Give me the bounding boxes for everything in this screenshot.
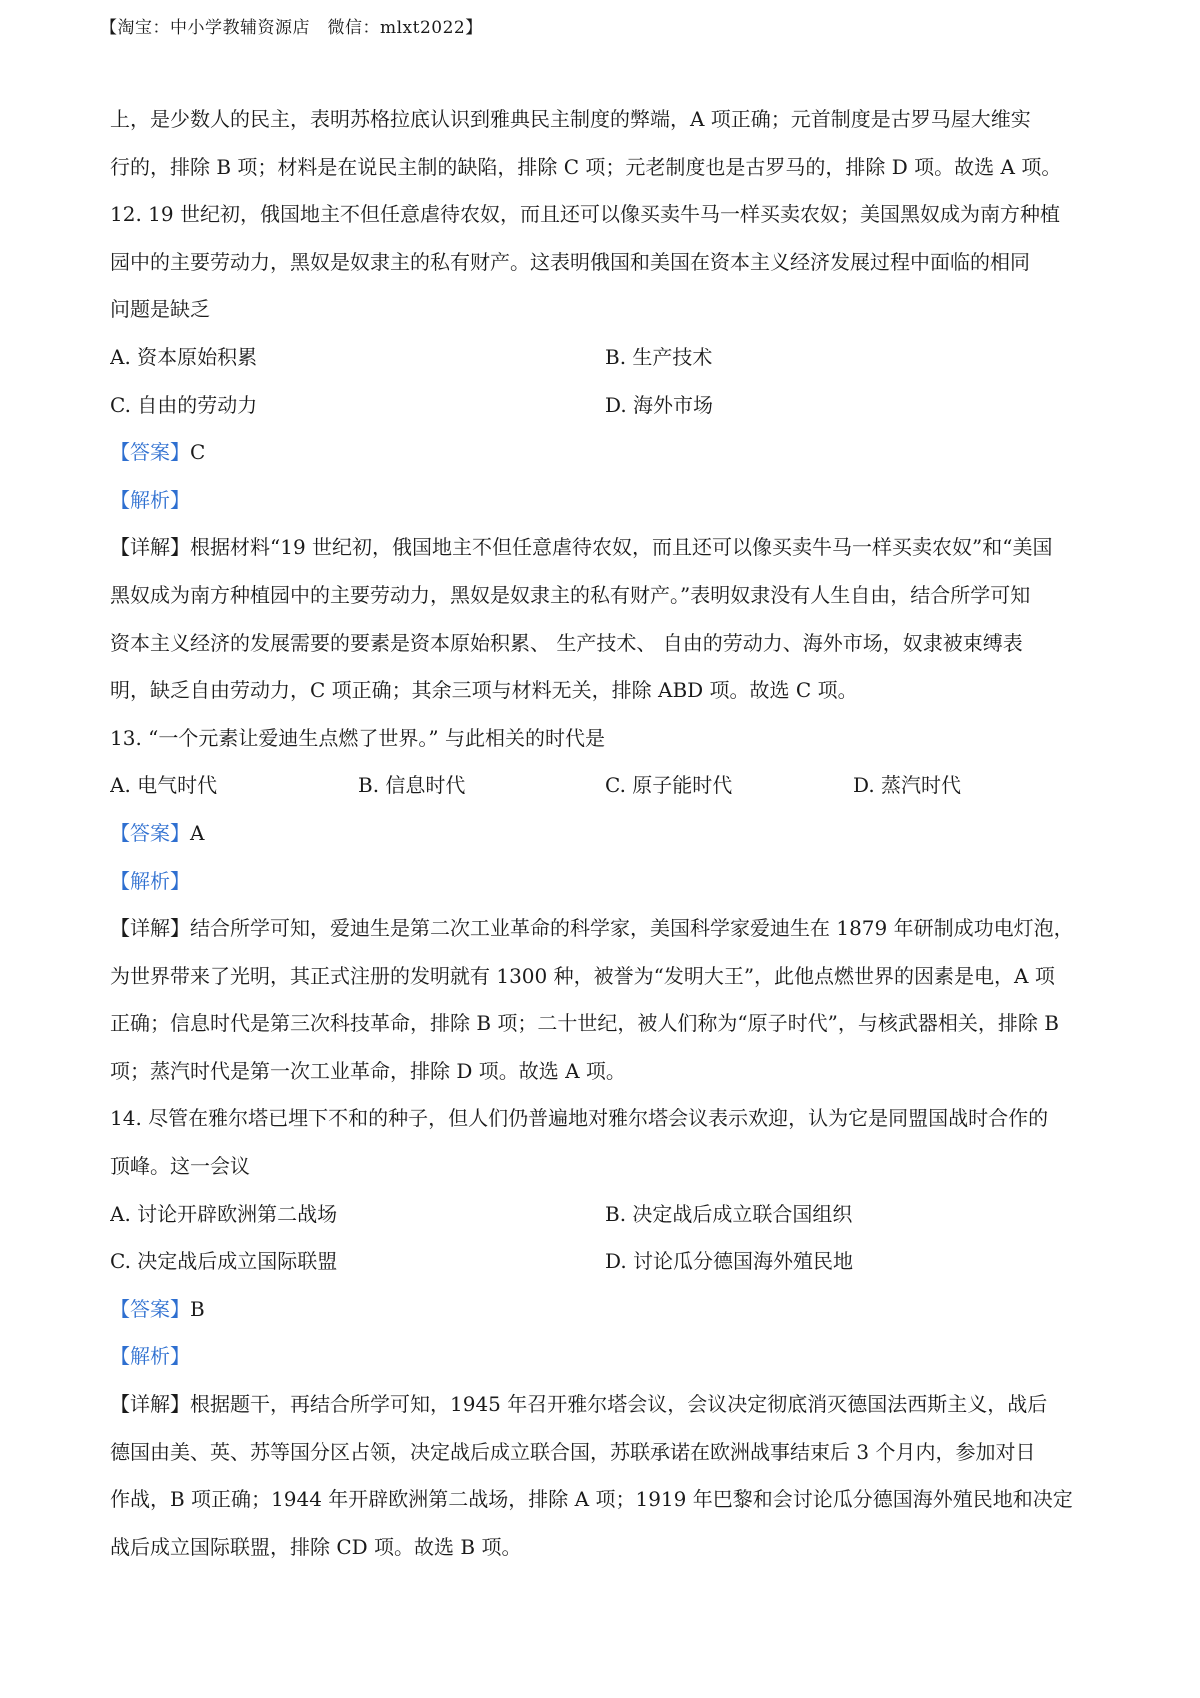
- question-13: [110, 715, 1100, 1096]
- q13-option-a: A. 电气时代: [110, 773, 218, 798]
- detail-label: 【详解】: [110, 1392, 190, 1417]
- q12-detail-line-1: [110, 524, 1100, 572]
- q14-analysis: [110, 1333, 1100, 1381]
- q12-option-c: C. 自由的劳动力: [110, 392, 258, 417]
- q14-detail-line-3: 作战，B 项正确；1944 年开辟欧洲第二战场，排除 A 项；1919 年巴黎和会讨论瓜分德国海外殖民地和决定: [110, 1487, 1073, 1512]
- q12-detail-line-4: 明，缺乏自由劳动力，C 项正确；其余三项与材料无关，排除 ABD 项。故选 C 项。: [110, 678, 858, 703]
- q14-stem-line-2: 顶峰。这一会议: [110, 1154, 250, 1179]
- q12-options-row-2: [110, 382, 1100, 430]
- analysis-label: 【解析】: [110, 487, 190, 512]
- q13-option-c: C. 原子能时代: [605, 773, 733, 798]
- q13-analysis: [110, 858, 1100, 906]
- q14-answer: [110, 1286, 1100, 1334]
- question-12: [110, 191, 1100, 715]
- q13-option-d: D. 蒸汽时代: [853, 773, 962, 798]
- q14-stem-line-1: 14. 尽管在雅尔塔已埋下不和的种子，但人们仍普遍地对雅尔塔会议表示欢迎，认为它是同盟国战时合作的: [110, 1106, 1049, 1131]
- source-watermark: 【淘宝：中小学教辅资源店 微信：mlxt2022】: [100, 18, 483, 38]
- q12-detail-line-2: 黑奴成为南方种植园中的主要劳动力，黑奴是奴隶主的私有财产。”表明奴隶没有人生自由，结合所学可知: [110, 582, 1031, 607]
- q12-answer: [110, 429, 1100, 477]
- q13-answer: [110, 810, 1100, 858]
- answer-label: 【答案】: [110, 820, 190, 845]
- question-14: [110, 1095, 1100, 1571]
- q13-detail-line-4: 项；蒸汽时代是第一次工业革命，排除 D 项。故选 A 项。: [110, 1058, 626, 1083]
- q14-option-a: A. 讨论开辟欧洲第二战场: [110, 1201, 338, 1226]
- q12-option-b: B. 生产技术: [605, 344, 713, 369]
- q12-option-a: A. 资本原始积累: [110, 344, 258, 369]
- q11-explanation-line-2: 行的，排除 B 项；材料是在说民主制的缺陷，排除 C 项；元老制度也是古罗马的，排除 D 项。故选 A 项。: [110, 154, 1062, 179]
- q14-detail-line-2: 德国由美、英、苏等国分区占领，决定战后成立联合国，苏联承诺在欧洲战事结束后 3 个月内，参加对日: [110, 1439, 1036, 1464]
- q12-options-row-1: [110, 334, 1100, 382]
- q13-detail-line-3: 正确；信息时代是第三次科技革命，排除 B 项；二十世纪，被人们称为“原子时代”，与核武器相关，排除 B: [110, 1011, 1059, 1036]
- q14-options-row-2: [110, 1238, 1100, 1286]
- q14-detail-line-1: [110, 1381, 1100, 1429]
- q14-options-row-1: [110, 1191, 1100, 1239]
- q13-answer-value: A: [190, 820, 205, 845]
- q14-option-c: C. 决定战后成立国际联盟: [110, 1249, 338, 1274]
- q11-explanation-line-1: 上，是少数人的民主，表明苏格拉底认识到雅典民主制度的弊端，A 项正确；元首制度是古罗马屋大维实: [110, 107, 1031, 131]
- q12-analysis: [110, 477, 1100, 525]
- q13-detail-text-1: 结合所学可知，爱迪生是第二次工业革命的科学家，美国科学家爱迪生在 1879 年研制成功电灯泡，: [190, 916, 1074, 941]
- analysis-label: 【解析】: [110, 1344, 190, 1369]
- q14-detail-text-1: 根据题干，再结合所学可知，1945 年召开雅尔塔会议，会议决定彻底消灭德国法西斯主义，战后: [190, 1392, 1048, 1417]
- analysis-label: 【解析】: [110, 868, 190, 893]
- q12-option-d: D. 海外市场: [605, 392, 714, 417]
- q12-stem-line-1: 12. 19 世纪初，俄国地主不但任意虐待农奴，而且还可以像买卖牛马一样买卖农奴；美国黑奴成为南方种植: [110, 202, 1060, 227]
- document-body: [110, 96, 1100, 1571]
- q12-stem-line-2: 园中的主要劳动力，黑奴是奴隶主的私有财产。这表明俄国和美国在资本主义经济发展过程中面临的相同: [110, 249, 1030, 274]
- q14-option-d: D. 讨论瓜分德国海外殖民地: [605, 1249, 854, 1274]
- q13-detail-line-2: 为世界带来了光明，其正式注册的发明就有 1300 种，被誉为“发明大王”，此他点燃世界的因素是电，A 项: [110, 963, 1055, 988]
- q14-option-b: B. 决定战后成立联合国组织: [605, 1201, 853, 1226]
- answer-label: 【答案】: [110, 440, 190, 465]
- detail-label: 【详解】: [110, 535, 190, 560]
- q12-detail-text-1: 根据材料“19 世纪初，俄国地主不但任意虐待农奴，而且还可以像买卖牛马一样买卖农奴”和“美国: [190, 535, 1053, 560]
- detail-label: 【详解】: [110, 916, 190, 941]
- q14-answer-value: B: [190, 1296, 205, 1321]
- q13-option-b: B. 信息时代: [358, 773, 466, 798]
- q13-stem: 13. “一个元素让爱迪生点燃了世界。” 与此相关的时代是: [110, 725, 605, 750]
- q13-detail-line-1: [110, 905, 1100, 953]
- q12-stem-line-3: 问题是缺乏: [110, 297, 210, 322]
- q14-detail-line-4: 战后成立国际联盟，排除 CD 项。故选 B 项。: [110, 1534, 522, 1559]
- q12-detail-line-3: 资本主义经济的发展需要的要素是资本原始积累、 生产技术、 自由的劳动力、海外市场，奴隶被束缚表: [110, 630, 1023, 655]
- q12-answer-value: C: [190, 440, 206, 465]
- q13-options-row: [110, 762, 1100, 810]
- answer-label: 【答案】: [110, 1296, 190, 1321]
